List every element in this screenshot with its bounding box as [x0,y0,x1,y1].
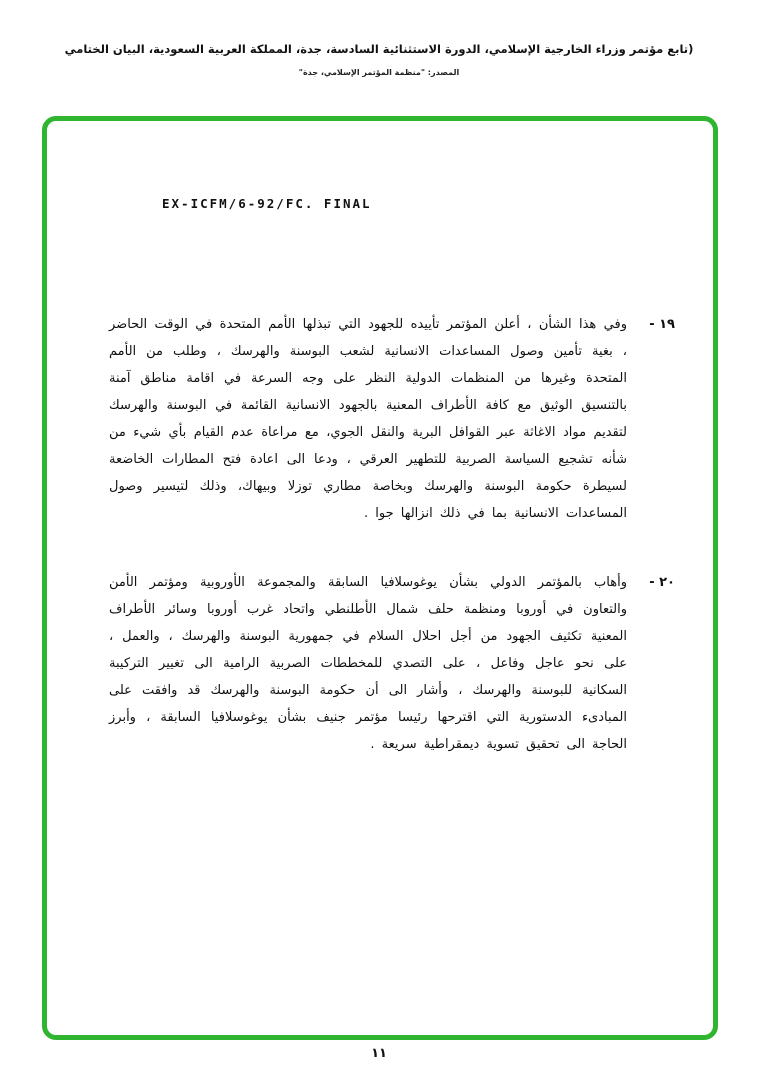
paragraph-20 [109,569,675,758]
paragraph-list [109,311,675,758]
paragraph-20-text: وأهاب بالمؤتمر الدولي بشأن يوغوسلافيا السابقة والمجموعة الأوروبية ومؤتمر الأمن والتعاون في أوروبا ومنظمة حلف شمال الأطلنطي واتحاد غرب أوروبا وسائر الأطراف المعنية تكثيف الجهود من أجل احلال السلام في جمهورية البوسنة والهرسك ، والعمل ، على نحو عاجل وفاعل ، على التصدي للمخططات الصربية الرامية الى تغيير التركيبة السكانية للبوسنة والهرسك ، وأشار الى أن حكومة البوسنة والهرسك قد وافقت على المبادىء الدستورية التي اقترحها رئيسا مؤتمر جنيف بشأن يوغوسلافيا السابقة ، وأبرز الحاجة الى تحقيق تسوية ديمقراطية سريعة . [109,575,627,752]
document-header [0,0,758,77]
content-frame [42,116,718,1040]
paragraph-19-number: ١٩ - [649,317,675,332]
page-number: ١١ [371,1046,387,1061]
paragraph-19 [109,311,675,527]
paragraph-19-text: وفي هذا الشأن ، أعلن المؤتمر تأييده للجهود التي تبذلها الأمم المتحدة في الوقت الحاضر ، بغية تأمين وصول المساعدات الانسانية لشعب البوسنة والهرسك ، وطلب من الأمم المتحدة وغيرها من المنظمات الدولية النظر على وجه السرعة في اقامة مناطق آمنة بالتنسيق الوثيق مع كافة الأطراف المعنية بالجهود الانسانية القائمة في البوسنة والهرسك لتقديم مواد الاغاثة عبر القوافل البرية والنقل الجوي، مع مراعاة عدم القيام بأي شيء من شأنه تشجيع السياسة الصربية للتطهير العرقي ، ودعا الى اعادة فتح المطارات الخاضعة لسيطرة حكومة البوسنة والهرسك وبخاصة مطاري توزلا وبيهاك، وذلك لتيسير وصول المساعدات الانسانية بما في ذلك انزالها جوا . [109,317,627,521]
document-code: EX-ICFM/6-92/FC. FINAL [162,196,372,211]
paragraph-20-number: ٢٠ - [649,575,675,590]
header-title: (تابع مؤتمر وزراء الخارجية الإسلامي، الدورة الاستثنائية السادسة، جدة، المملكة العربية السعودية، البيان الختامي [64,42,694,56]
header-source: المصدر: "منظمة المؤتمر الإسلامي، جدة" [298,67,460,77]
